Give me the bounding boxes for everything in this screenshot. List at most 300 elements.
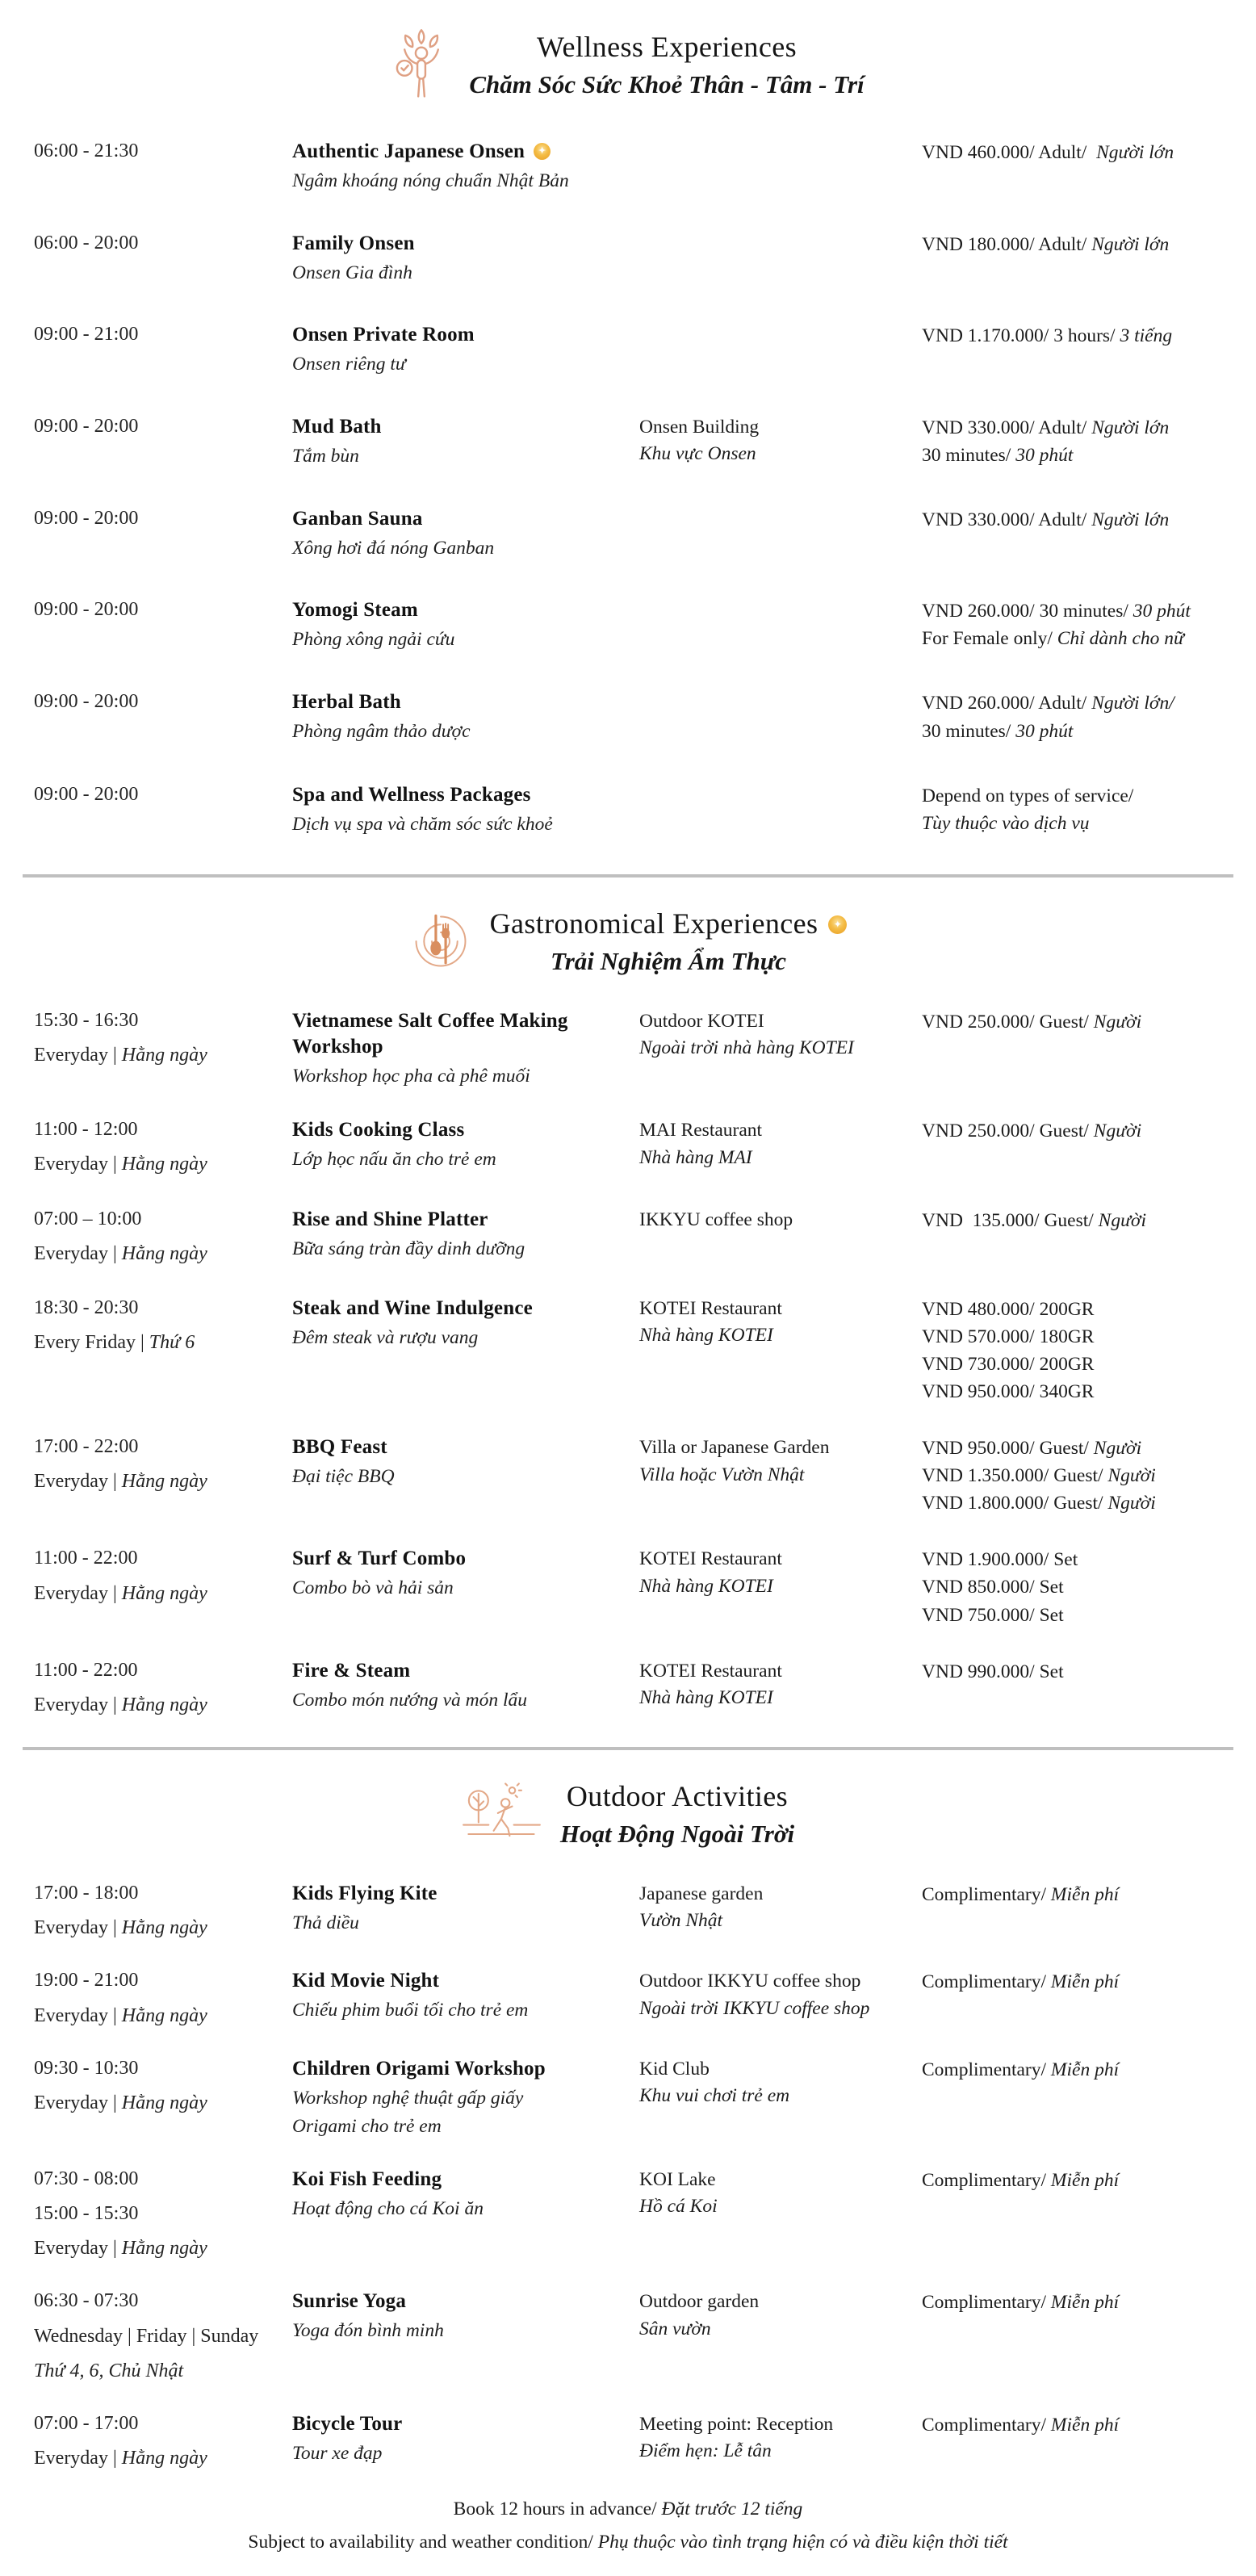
text-line: [639, 1573, 918, 1600]
italic-text: Ngoài trời nhà hàng KOTEI: [639, 1037, 854, 1059]
text-line: [292, 1064, 607, 1089]
activity-row: [0, 1546, 1256, 1628]
text: 17:00 - 22:00: [34, 1436, 139, 1458]
time-cell: [34, 1881, 292, 1941]
price-cell: [922, 414, 1256, 469]
text-line: [922, 2056, 1256, 2084]
activity-name: [292, 689, 595, 715]
section-title-text: Gastronomical Experiences: [489, 907, 818, 940]
text-line: [292, 812, 607, 837]
text: VND 330.000/ Adult/: [922, 417, 1092, 438]
activity-name-cell: [292, 1968, 639, 2023]
text: Complimentary/: [922, 1971, 1051, 1993]
price-cell: [922, 506, 1256, 534]
text-line: [639, 1658, 918, 1685]
price-cell: [922, 1658, 1256, 1686]
text-line: [34, 139, 292, 164]
italic-text: Người lớn: [1096, 142, 1174, 163]
text-line: [639, 2289, 918, 2315]
text-line: [639, 1546, 918, 1573]
text-line: [639, 414, 918, 441]
activity-name-text: Ganban Sauna: [292, 507, 423, 530]
text: 09:00 - 20:00: [34, 783, 139, 805]
activity-name-cell: [292, 689, 639, 744]
text: 15:00 - 15:30: [34, 2203, 139, 2225]
text-line: [34, 1546, 292, 1571]
italic-text: Người: [1093, 1438, 1142, 1460]
time-cell: [34, 2167, 292, 2262]
text-line: [922, 506, 1256, 534]
italic-text: Khu vui chơi trẻ em: [639, 2085, 790, 2107]
text-line: [639, 2438, 918, 2465]
text: MAI Restaurant: [639, 1120, 763, 1141]
italic-text: Tour xe đạp: [292, 2442, 383, 2464]
activity-name: [292, 2289, 595, 2314]
time-cell: [34, 1968, 292, 2028]
price-cell: [922, 1008, 1256, 1036]
text: Kid Club: [639, 2058, 710, 2080]
text: VND 1.900.000/ Set: [922, 1549, 1078, 1571]
activity-name: [292, 139, 595, 165]
text: Complimentary/: [922, 2292, 1051, 2314]
text: VND 480.000/ 200GR: [922, 1298, 1095, 1320]
italic-text: Phòng xông ngải cứu: [292, 629, 455, 651]
activity-row: [0, 414, 1256, 469]
location-cell: [639, 2167, 922, 2221]
activity-name-text: Children Origami Workshop: [292, 2057, 546, 2080]
text-line: [34, 1881, 292, 1906]
text-line: [922, 1435, 1256, 1462]
activity-name-text: Surf & Turf Combo: [292, 1548, 467, 1570]
activity-row: [0, 231, 1256, 286]
text: VND 850.000/ Set: [922, 1577, 1064, 1598]
text-line: [34, 1330, 292, 1355]
italic-text: Dịch vụ spa và chăm sóc sức khoẻ: [292, 813, 553, 835]
italic-text: Hằng ngày: [121, 1582, 207, 1604]
text-line: [292, 261, 607, 286]
italic-text: Đêm steak và rượu vang: [292, 1326, 479, 1348]
text-line: [34, 1968, 292, 1993]
italic-text: Người: [1093, 1120, 1142, 1142]
text-line: [639, 1035, 918, 1062]
text-line: [639, 2316, 918, 2343]
footer-italic-text: Đặt trước 12 tiếng: [661, 2499, 803, 2520]
activity-name: [292, 1296, 595, 1322]
italic-text: Tùy thuộc vào dịch vụ: [922, 812, 1090, 834]
italic-text: Hằng ngày: [121, 2004, 207, 2026]
text: KOTEI Restaurant: [639, 1548, 782, 1570]
text: VND 1.350.000/ Guest/: [922, 1465, 1108, 1487]
section-divider: [23, 1747, 1233, 1750]
text-line: [922, 1207, 1256, 1234]
text: Every Friday |: [34, 1332, 149, 1354]
price-cell: [922, 2167, 1256, 2194]
activity-name-text: Onsen Private Room: [292, 324, 475, 346]
text-line: [34, 1008, 292, 1033]
section-title: [469, 30, 864, 64]
text-line: [639, 1462, 918, 1489]
text-line: [922, 1546, 1256, 1573]
price-cell: [922, 2289, 1256, 2316]
activity-name: [292, 2056, 595, 2082]
italic-text: Onsen Gia đình: [292, 262, 412, 283]
text: VND 135.000/ Guest/: [922, 1209, 1099, 1231]
text-line: [639, 2167, 918, 2193]
italic-text: Phòng ngâm thảo dược: [292, 721, 471, 743]
section-divider: [23, 874, 1233, 878]
time-cell: [34, 597, 292, 622]
activity-name: [292, 1881, 595, 1907]
text-line: [292, 1147, 607, 1172]
activity-name: [292, 231, 595, 257]
italic-text: Hằng ngày: [121, 2238, 207, 2260]
text-line: [34, 1469, 292, 1494]
activity-name: [292, 782, 595, 808]
italic-text: Vườn Nhật: [639, 1910, 723, 1932]
activity-name: [292, 414, 595, 440]
text: Villa or Japanese Garden: [639, 1437, 830, 1459]
text-line: [922, 1323, 1256, 1351]
time-cell: [34, 2411, 292, 2471]
italic-text: Miễn phí: [1050, 2059, 1120, 2080]
price-cell: [922, 231, 1256, 258]
text-line: [922, 1881, 1256, 1908]
text: Everyday |: [34, 1694, 122, 1715]
italic-text: Hằng ngày: [121, 1917, 207, 1939]
activity-row: [0, 2056, 1256, 2139]
section-title: [560, 1779, 794, 1813]
text-line: [292, 2197, 607, 2222]
section: [0, 907, 1256, 1718]
text-line: [639, 1881, 918, 1908]
italic-text: Người: [1107, 1465, 1156, 1487]
text-line: [34, 1581, 292, 1606]
text-line: [34, 1117, 292, 1142]
time-cell: [34, 1117, 292, 1177]
price-cell: [922, 2411, 1256, 2439]
footer-note-availability: [0, 2532, 1256, 2553]
price-cell: [922, 1435, 1256, 1517]
text-line: [922, 782, 1256, 810]
text-line: [639, 2083, 918, 2109]
text: 09:00 - 20:00: [34, 415, 139, 437]
activity-name-text: Yomogi Steam: [292, 599, 418, 622]
activity-name-cell: [292, 414, 639, 469]
text-line: [292, 1911, 607, 1936]
text: 07:00 – 10:00: [34, 1208, 142, 1229]
text-line: [639, 441, 918, 467]
text: Outdoor garden: [639, 2291, 760, 2313]
activity-name-text: Sunrise Yoga: [292, 2290, 407, 2313]
italic-text: Onsen riêng tư: [292, 354, 406, 375]
activity-name: [292, 1435, 595, 1460]
text: 07:00 - 17:00: [34, 2412, 139, 2434]
activity-name-cell: [292, 1207, 639, 1262]
italic-text: Khu vực Onsen: [639, 443, 756, 464]
text-line: [922, 2167, 1256, 2194]
text: VND 950.000/ Guest/: [922, 1438, 1094, 1460]
italic-text: Thứ 6: [149, 1332, 195, 1354]
text: VND 1.170.000/ 3 hours/: [922, 325, 1120, 347]
italic-text: Nhà hàng KOTEI: [639, 1325, 773, 1347]
activity-name-cell: [292, 2289, 639, 2344]
italic-text: Combo món nướng và món lẩu: [292, 1689, 528, 1711]
italic-text: Thả diều: [292, 1912, 359, 1933]
text-line: [639, 1435, 918, 1461]
activity-name-cell: [292, 2167, 639, 2222]
time-cell: [34, 139, 292, 164]
text-line: [922, 1602, 1256, 1629]
wellness-person-icon: [391, 27, 451, 102]
text-line: [639, 2056, 918, 2083]
section-header: [0, 1779, 1256, 1849]
activity-name-cell: [292, 597, 639, 652]
text-line: [34, 2324, 292, 2349]
text: 09:00 - 21:00: [34, 324, 139, 346]
time-cell: [34, 2289, 292, 2384]
section-header: [0, 907, 1256, 976]
text-line: [34, 2446, 292, 2471]
text: Complimentary/: [922, 2059, 1051, 2080]
text-line: [292, 169, 607, 194]
section-titles: [560, 1779, 794, 1849]
text: Complimentary/: [922, 2169, 1051, 2191]
price-cell: [922, 1968, 1256, 1996]
text: Onsen Building: [639, 416, 760, 438]
time-cell: [34, 1008, 292, 1068]
text-line: [922, 2411, 1256, 2439]
text-line: [922, 1462, 1256, 1489]
text-line: [292, 1237, 607, 1262]
italic-text: Lớp học nấu ăn cho trẻ em: [292, 1149, 496, 1171]
section-title-text: Outdoor Activities: [566, 1779, 789, 1812]
text-line: [922, 625, 1256, 652]
activity-row: [0, 2167, 1256, 2262]
text-line: [639, 2193, 918, 2220]
italic-text: Tắm bùn: [292, 445, 359, 467]
text-line: [292, 719, 607, 744]
text: Everyday |: [34, 1471, 122, 1493]
activity-name-cell: [292, 139, 639, 194]
italic-text: Hằng ngày: [121, 1154, 207, 1175]
text: VND 460.000/ Adult/: [922, 142, 1097, 163]
price-cell: [922, 1546, 1256, 1628]
text: VND 260.000/ Adult/: [922, 693, 1092, 714]
text: VND 1.800.000/ Guest/: [922, 1493, 1108, 1514]
text: 06:00 - 20:00: [34, 232, 139, 253]
text: Complimentary/: [922, 2414, 1051, 2436]
price-cell: [922, 139, 1256, 166]
time-cell: [34, 1658, 292, 1718]
text-line: [34, 414, 292, 439]
text-line: [922, 414, 1256, 442]
text-line: [922, 231, 1256, 258]
text-line: [292, 1688, 607, 1713]
italic-text: Chiếu phim buổi tối cho trẻ em: [292, 2000, 529, 2021]
italic-text: Hồ cá Koi: [639, 2196, 718, 2218]
text-line: [922, 2289, 1256, 2316]
text-line: [922, 322, 1256, 350]
location-cell: [639, 1968, 922, 2022]
text-line: [922, 1296, 1256, 1323]
activity-name-text: Mud Bath: [292, 415, 382, 438]
text-line: [34, 2411, 292, 2436]
location-cell: [639, 1296, 922, 1350]
text-line: [34, 2359, 292, 2384]
text-line: [639, 1008, 918, 1035]
section-rows: [0, 139, 1256, 837]
text: 06:30 - 07:30: [34, 2290, 139, 2312]
text: 30 minutes/: [922, 720, 1016, 742]
text-line: [34, 2289, 292, 2314]
activity-row: [0, 1008, 1256, 1089]
section-subtitle: Hoạt Động Ngoài Trời: [559, 1819, 795, 1848]
activity-name-text: Kids Cooking Class: [292, 1119, 465, 1141]
text: Everyday |: [34, 2238, 122, 2260]
location-cell: [639, 414, 922, 468]
text: Japanese garden: [639, 1883, 764, 1904]
text: 30 minutes/: [922, 444, 1016, 466]
text: 09:30 - 10:30: [34, 2057, 139, 2079]
text: 18:30 - 20:30: [34, 1296, 139, 1318]
time-cell: [34, 2056, 292, 2116]
text-line: [34, 1043, 292, 1068]
time-cell: [34, 689, 292, 714]
activity-row: [0, 506, 1256, 561]
activity-name-cell: [292, 1117, 639, 1172]
text-line: [922, 1489, 1256, 1517]
text-line: [292, 627, 607, 652]
activity-name-text: Fire & Steam: [292, 1659, 411, 1682]
text: Complimentary/: [922, 1883, 1051, 1905]
activity-name: [292, 1117, 595, 1143]
text-line: [34, 2201, 292, 2226]
text-line: [34, 322, 292, 347]
italic-text: Hằng ngày: [121, 1044, 207, 1066]
activity-name: [292, 1968, 595, 1994]
price-cell: [922, 689, 1256, 744]
text-line: [922, 1658, 1256, 1686]
text-line: [292, 352, 607, 377]
text-line: [34, 1296, 292, 1321]
text: KOTEI Restaurant: [639, 1297, 782, 1319]
italic-text: Bữa sáng tràn đầy dinh dưỡng: [292, 1238, 525, 1259]
text-line: [292, 1576, 607, 1601]
activity-name: [292, 1658, 595, 1684]
text: 07:30 - 08:00: [34, 2168, 139, 2189]
text-line: [639, 1685, 918, 1711]
activity-row: [0, 2411, 1256, 2471]
text: Everyday |: [34, 2004, 122, 2026]
activity-row: [0, 322, 1256, 377]
text: VND 950.000/ 340GR: [922, 1381, 1095, 1403]
text: 06:00 - 21:30: [34, 140, 139, 161]
italic-text: Miễn phí: [1050, 2292, 1120, 2314]
time-cell: [34, 414, 292, 439]
text: VND 260.000/ 30 minutes/: [922, 601, 1133, 622]
italic-text: Hoạt động cho cá Koi ăn: [292, 2197, 484, 2219]
text-line: [639, 1207, 918, 1234]
activity-name-text: Family Onsen: [292, 232, 415, 254]
location-cell: [639, 1881, 922, 1935]
location-cell: [639, 1546, 922, 1600]
location-cell: [639, 1435, 922, 1489]
italic-text: Combo bò và hải sản: [292, 1577, 454, 1599]
text-line: [639, 1117, 918, 1144]
activity-row: [0, 1881, 1256, 1941]
activity-name-text: BBQ Feast: [292, 1436, 387, 1459]
section-subtitle: Chăm Sóc Sức Khoẻ Thân - Tâm - Trí: [469, 70, 865, 98]
price-cell: [922, 2056, 1256, 2084]
activity-name-text: Bicycle Tour: [292, 2412, 403, 2435]
italic-text: Nhà hàng KOTEI: [639, 1686, 773, 1708]
footer-note-booking: [0, 2499, 1256, 2520]
time-cell: [34, 782, 292, 807]
italic-text: Hằng ngày: [121, 2092, 207, 2113]
location-cell: [639, 1008, 922, 1062]
italic-text: Người: [1093, 1011, 1142, 1032]
activity-name-cell: [292, 1008, 639, 1089]
activity-name: [292, 2167, 595, 2193]
text-line: [34, 2091, 292, 2116]
text-line: [639, 1968, 918, 1995]
time-cell: [34, 322, 292, 347]
italic-text: Ngâm khoáng nóng chuẩn Nhật Bản: [292, 170, 569, 191]
text: VND 750.000/ Set: [922, 1604, 1064, 1626]
text: 19:00 - 21:00: [34, 1970, 139, 1992]
italic-text: Sân vườn: [639, 2318, 711, 2339]
italic-text: Người: [1107, 1493, 1156, 1514]
text: Outdoor IKKYU coffee shop: [639, 1971, 861, 1992]
text-line: [639, 1145, 918, 1171]
activity-name-cell: [292, 322, 639, 377]
text: 11:00 - 22:00: [34, 1548, 138, 1569]
activity-row: [0, 1207, 1256, 1267]
italic-text: Hằng ngày: [121, 1471, 207, 1493]
activity-name: [292, 597, 595, 623]
price-cell: [922, 1296, 1256, 1405]
text: VND 250.000/ Guest/: [922, 1120, 1094, 1142]
italic-text: Hằng ngày: [121, 2448, 207, 2469]
text-line: [34, 689, 292, 714]
section-titles: [469, 30, 864, 99]
time-cell: [34, 1296, 292, 1355]
section-rows: [0, 1881, 1256, 2471]
location-cell: [639, 2411, 922, 2465]
text: Meeting point: Reception: [639, 2413, 834, 2435]
text-line: [922, 1378, 1256, 1405]
text-line: [922, 442, 1256, 469]
italic-text: Nhà hàng MAI: [639, 1146, 752, 1168]
price-cell: [922, 322, 1256, 350]
text-line: [639, 1322, 918, 1349]
activity-row: [0, 1117, 1256, 1177]
text-line: [639, 1296, 918, 1322]
text: KOTEI Restaurant: [639, 1660, 782, 1682]
text: VND 330.000/ Adult/: [922, 509, 1092, 530]
italic-text: Hằng ngày: [121, 1242, 207, 1264]
location-cell: [639, 1117, 922, 1171]
section-title: [490, 907, 848, 940]
section-title-text: Wellness Experiences: [537, 31, 797, 63]
text-line: [34, 1693, 292, 1718]
text: Wednesday | Friday | Sunday: [34, 2325, 259, 2347]
italic-text: 30 phút: [1015, 444, 1074, 466]
activity-name: [292, 2411, 595, 2437]
activity-name-cell: [292, 1658, 639, 1713]
time-cell: [34, 231, 292, 256]
activity-name-cell: [292, 2411, 639, 2466]
